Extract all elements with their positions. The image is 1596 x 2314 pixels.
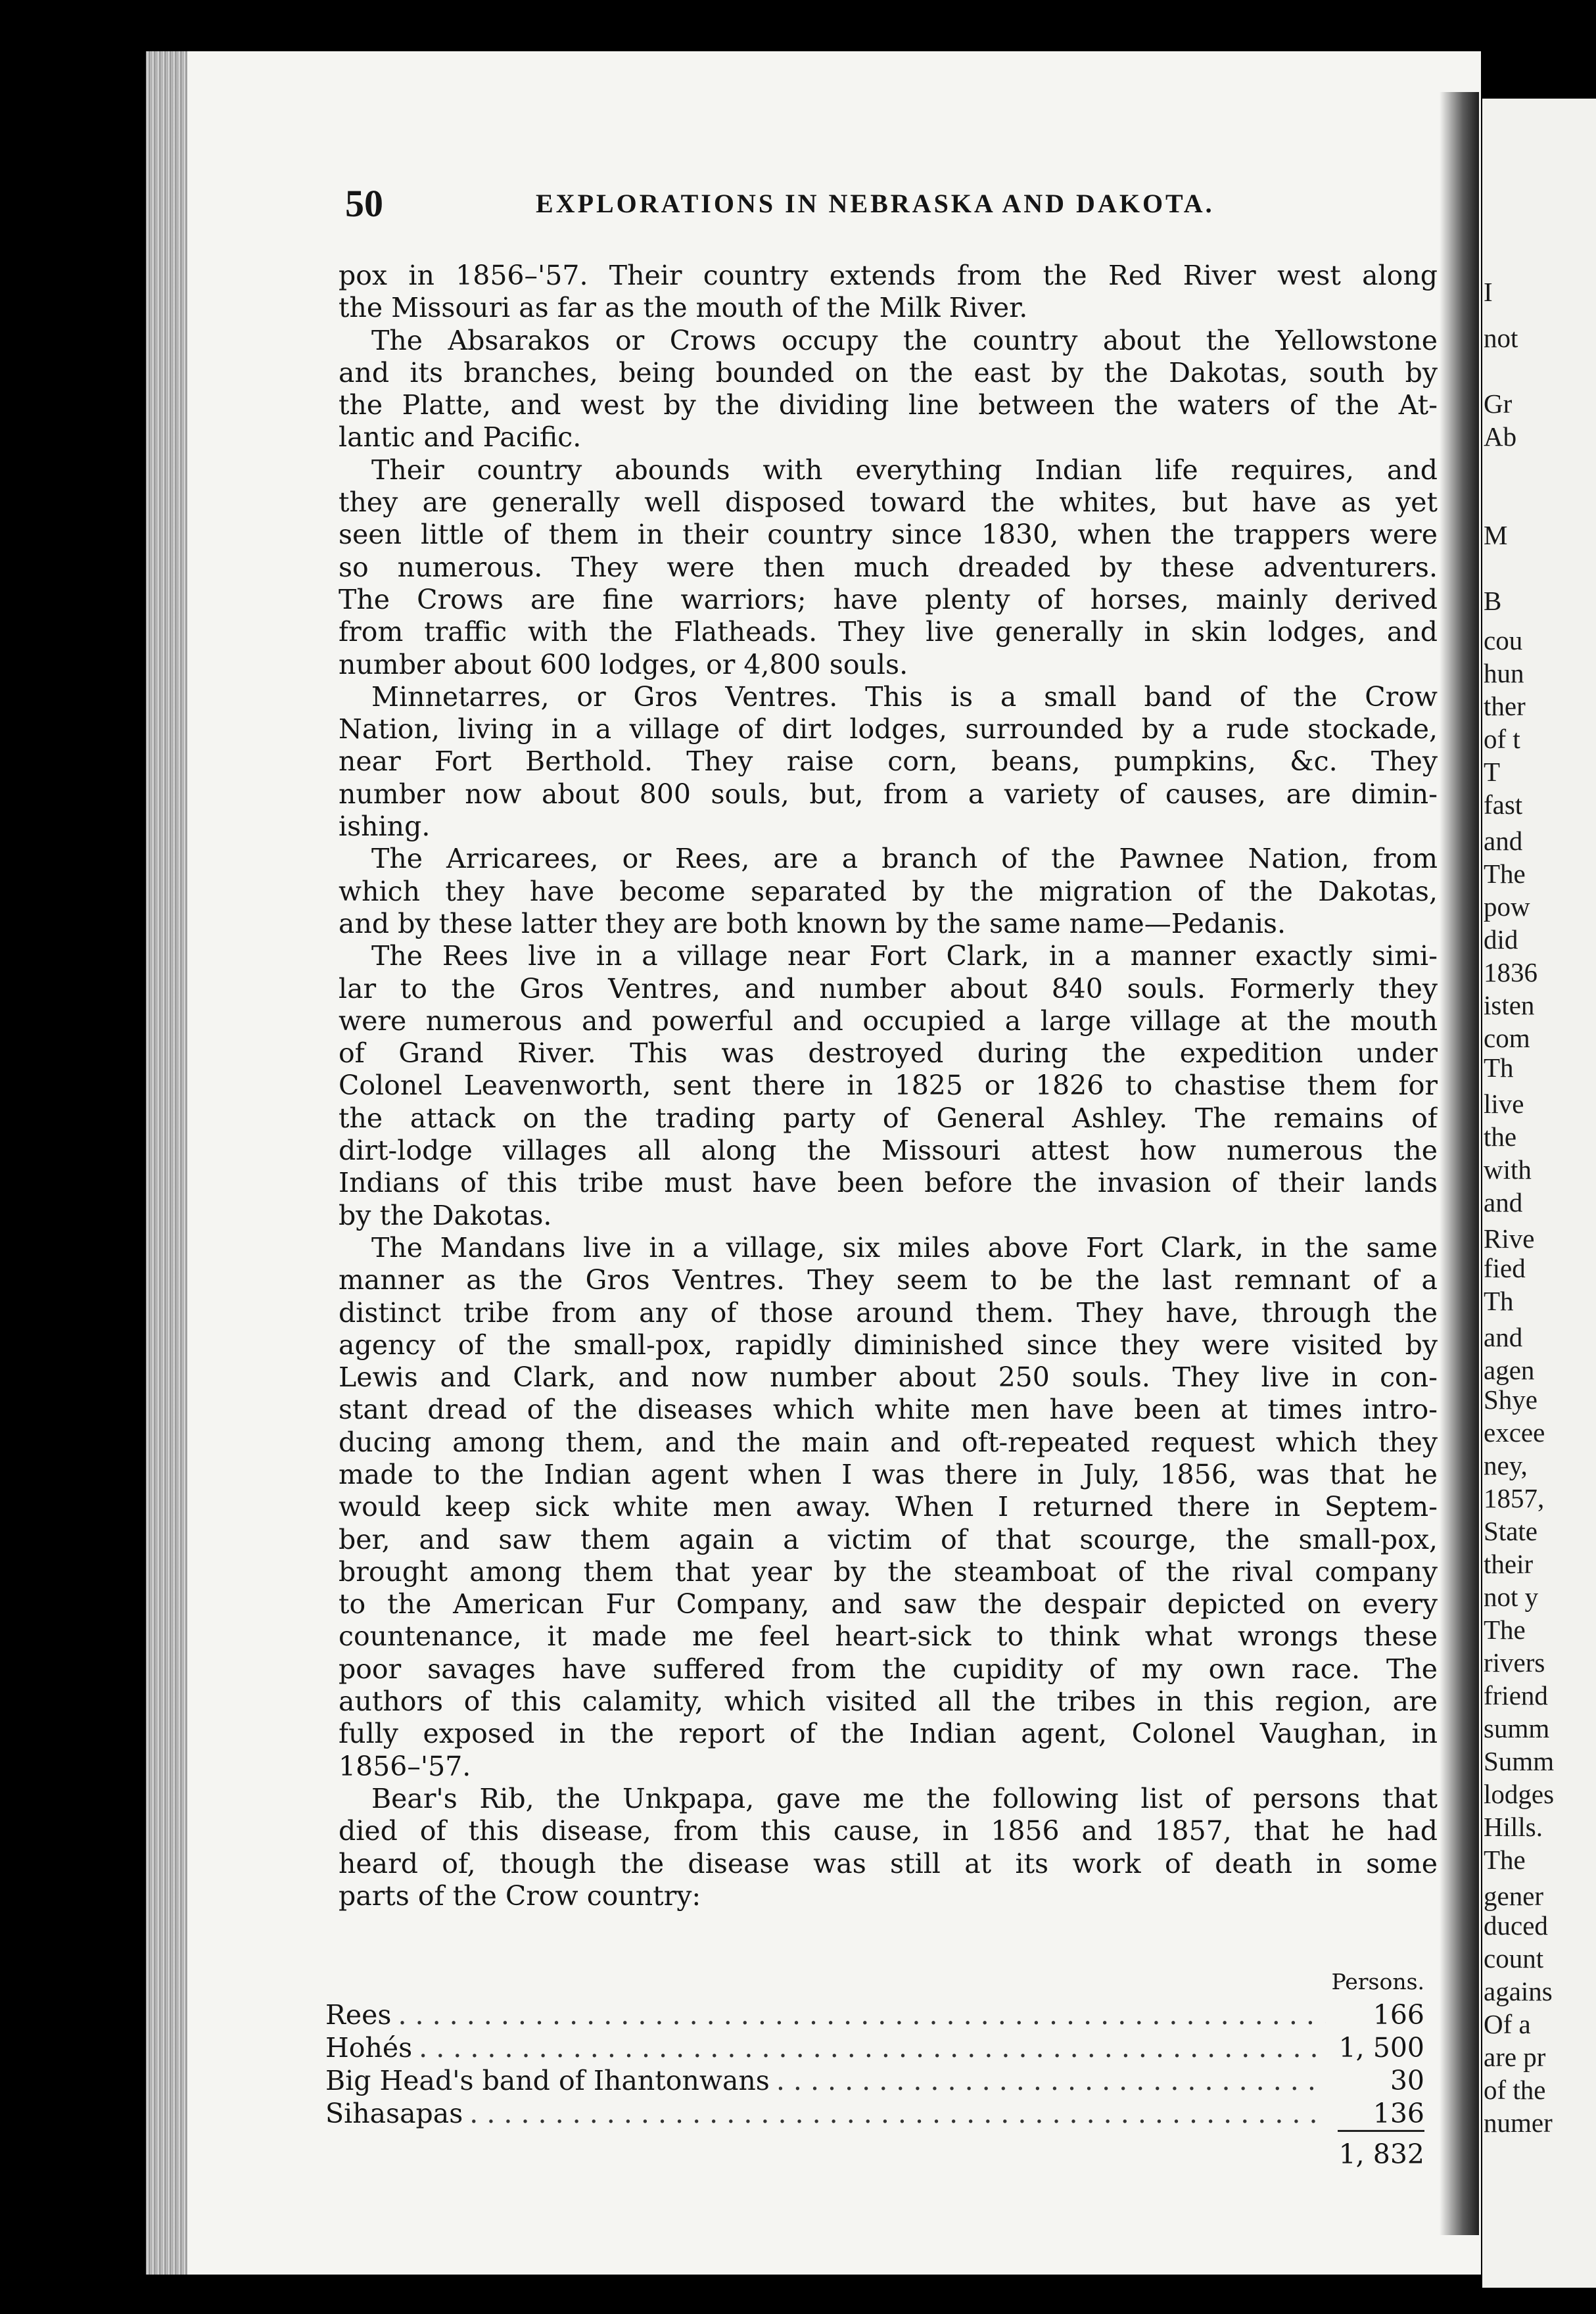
body-line: manner as the Gros Ventres. They seem to be the last remnant of a [339,1264,1438,1296]
body-line: to the American Fur Company, and saw the despair depicted on every [339,1588,1438,1620]
facing-page-word: 1836 [1484,957,1537,987]
body-line: brought among them that year by the steamboat of the rival company [339,1555,1438,1588]
facing-page-word: and [1484,826,1523,856]
facing-page-word: their [1484,1549,1534,1579]
mortality-table [325,1966,1424,2170]
facing-page-word: T [1484,757,1501,787]
facing-page-word: with [1484,1154,1532,1185]
body-line: died of this disease, from this cause, in 1856 and 1857, that he had [339,1815,1438,1847]
body-line: were numerous and powerful and occupied a large village at the mouth [339,1004,1438,1037]
facing-page-word: did [1484,924,1518,955]
body-line: agency of the small-pox, rapidly diminished since they were visited by [339,1329,1438,1361]
body-line: lar to the Gros Ventres, and number about 840 souls. Formerly they [339,972,1438,1004]
dot-leader [419,2031,1326,2064]
facing-page-word: M [1484,520,1508,550]
dot-leader [398,1998,1326,2031]
body-line: from traffic with the Flatheads. They live generally in skin lodges, and [339,616,1438,648]
facing-page-word: State [1484,1516,1537,1546]
body-line: countenance, it made me feel heart-sick to think what wrongs these [339,1620,1438,1653]
facing-page-word: 1857, [1484,1483,1545,1513]
body-line: authors of this calamity, which visited all the tribes in this region, are [339,1686,1438,1718]
facing-page-word: Ab [1484,421,1517,452]
table-row-value: 136 [1373,2098,1424,2129]
table-rows [325,1998,1424,2130]
body-line: The Arricarees, or Rees, are a branch of the Pawnee Nation, from [371,843,1438,875]
page-number: 50 [345,182,383,225]
running-title: EXPLORATIONS IN NEBRASKA AND DAKOTA. [536,189,1215,218]
facing-page-word: duced [1484,1910,1548,1941]
table-row [325,2031,1424,2064]
facing-page-word: Rive [1484,1223,1535,1254]
facing-page-word: The [1484,1845,1526,1875]
body-line: ducing among them, and the main and oft-repeated request which they [339,1426,1438,1458]
table-total: 1, 832 [1338,2138,1424,2170]
facing-page-word: agains [1484,1976,1553,2006]
body-line: which they have become separated by the migration of the Dakotas, [339,875,1438,907]
body-line: parts of the Crow country: [339,1879,701,1912]
facing-page-word: and [1484,1187,1523,1217]
body-line: distinct tribe from any of those around them. They have, through the [339,1296,1438,1329]
facing-page-word: ney, [1484,1450,1528,1480]
facing-page-word: lodges [1484,1779,1555,1809]
facing-page-word: count [1484,1943,1544,1973]
body-line: by the Dakotas. [339,1199,552,1231]
body-line: near Fort Berthold. They raise corn, beans, pumpkins, &c. They [339,745,1438,778]
facing-page-word: friend [1484,1680,1548,1711]
facing-page-word: Of a [1484,2009,1531,2039]
facing-page-word: are pr [1484,2042,1546,2072]
body-line: ishing. [339,811,431,843]
facing-page-word: not [1484,323,1518,353]
facing-page-word: summ [1484,1713,1550,1743]
facing-page-word: fied [1484,1253,1526,1283]
dot-leader [776,2064,1326,2097]
facing-page-word: rivers [1484,1647,1545,1678]
body-line: the Platte, and west by the dividing line between the waters of the At- [339,389,1438,421]
table-row-name: Hohés [325,2032,413,2064]
body-line: so numerous. They were then much dreaded by these adventurers. [339,551,1438,583]
facing-page-word: isten [1484,990,1535,1020]
facing-page-word: hun [1484,658,1524,688]
body-line: made to the Indian agent when I was there in July, 1856, was that he [339,1458,1438,1490]
table-row-value: 30 [1390,2065,1424,2096]
total-rule [1338,2130,1424,2132]
facing-page-fragment [1482,99,1596,2288]
facing-page-word: B [1484,586,1502,616]
facing-page-word: Th [1484,1286,1514,1316]
body-line: Their country abounds with everything Indian life requires, and [371,454,1438,486]
facing-page-word: ther [1484,691,1526,721]
body-line: lantic and Pacific. [339,421,582,454]
table-row [325,2064,1424,2097]
page-spine-shadow [1440,92,1479,2235]
table-row-name: Sihasapas [325,2098,463,2129]
body-line: and its branches, being bounded on the east by the Dakotas, south by [339,356,1438,389]
facing-page-word: com [1484,1023,1530,1053]
body-line: fully exposed in the report of the Indian agent, Colonel Vaughan, in [339,1718,1438,1750]
body-line: The Crows are fine warriors; have plenty of horses, mainly derived [339,583,1438,615]
facing-page-word: I [1484,277,1493,307]
facing-page-word: of t [1484,724,1520,754]
body-text [339,260,1438,1912]
body-line: Minnetarres, or Gros Ventres. This is a small band of the Crow [371,680,1438,713]
facing-page-word: fast [1484,790,1523,820]
body-line: The Absarakos or Crows occupy the country about the Yellowstone [371,324,1438,356]
dot-leader [469,2097,1326,2130]
body-line: pox in 1856–'57. Their country extends from the Red River west along [339,260,1438,291]
body-line: Bear's Rib, the Unkpapa, gave me the following list of persons that [371,1782,1438,1814]
facing-page-word: Th [1484,1052,1514,1083]
facing-page-word: cou [1484,625,1523,655]
body-line: The Rees live in a village near Fort Clark, in a manner exactly simi- [371,940,1438,972]
table-row-name: Big Head's band of Ihantonwans [325,2065,770,2096]
body-line: number about 600 lodges, or 4,800 souls. [339,648,908,680]
table-row [325,1998,1424,2031]
facing-page-word: not y [1484,1582,1539,1612]
body-line: Lewis and Clark, and now number about 250 souls. They live in con- [339,1361,1438,1394]
facing-page-word: the [1484,1122,1517,1152]
table-row-value: 166 [1373,1999,1424,2031]
body-line: Colonel Leavenworth, sent there in 1825 or 1826 to chastise them for [339,1070,1438,1102]
body-line: dirt-lodge villages all along the Missouri attest how numerous the [339,1135,1438,1167]
body-line: poor savages have suffered from the cupidity of my own race. The [339,1653,1438,1685]
table-column-header: Persons. [1331,1969,1424,1995]
body-line: seen little of them in their country since 1830, when the trappers were [339,519,1438,551]
body-line: and by these latter they are both known by the same name—Pedanis. [339,907,1286,939]
body-line: would keep sick white men away. When I returned there in Septem- [339,1491,1438,1523]
facing-page-word: Gr [1484,389,1513,419]
facing-page-word: gener [1484,1881,1544,1911]
body-line: of Grand River. This was destroyed during the expedition under [339,1037,1438,1070]
body-line: The Mandans live in a village, six miles above Fort Clark, in the same [371,1231,1438,1263]
body-line: Nation, living in a village of dirt lodges, surrounded by a rude stockade, [339,713,1438,745]
facing-page-word: agen [1484,1355,1535,1385]
body-line: they are generally well disposed toward the whites, but have as yet [339,486,1438,519]
facing-page-word: pow [1484,891,1530,922]
facing-page-word: excee [1484,1417,1545,1448]
facing-page-word: The [1484,859,1526,889]
table-row-value: 1, 500 [1338,2032,1424,2064]
body-line: the attack on the trading party of General Ashley. The remains of [339,1102,1438,1134]
body-line: the Missouri as far as the mouth of the Milk River. [339,292,1028,324]
body-line: Indians of this tribe must have been before the invasion of their lands [339,1167,1438,1199]
facing-page-word: and [1484,1322,1523,1352]
table-row-name: Rees [325,1999,392,2031]
body-line: ber, and saw them again a victim of that scourge, the small-pox, [339,1523,1438,1555]
body-line: number now about 800 souls, but, from a variety of causes, are dimin- [339,778,1438,810]
page-header [345,181,1436,227]
facing-page-word: Hills. [1484,1812,1543,1842]
table-row [325,2097,1424,2130]
facing-page-word: Summ [1484,1746,1555,1776]
facing-page-word: The [1484,1615,1526,1645]
body-line: 1856–'57. [339,1750,471,1782]
body-line: heard of, though the disease was still at its work of death in some [339,1847,1438,1879]
facing-page-word: numer [1484,2108,1553,2138]
facing-page-word: of the [1484,2075,1546,2105]
facing-page-word: Shye [1484,1384,1537,1415]
body-line: stant dread of the diseases which white men have been at times intro- [339,1394,1438,1426]
facing-page-word: live [1484,1089,1524,1119]
